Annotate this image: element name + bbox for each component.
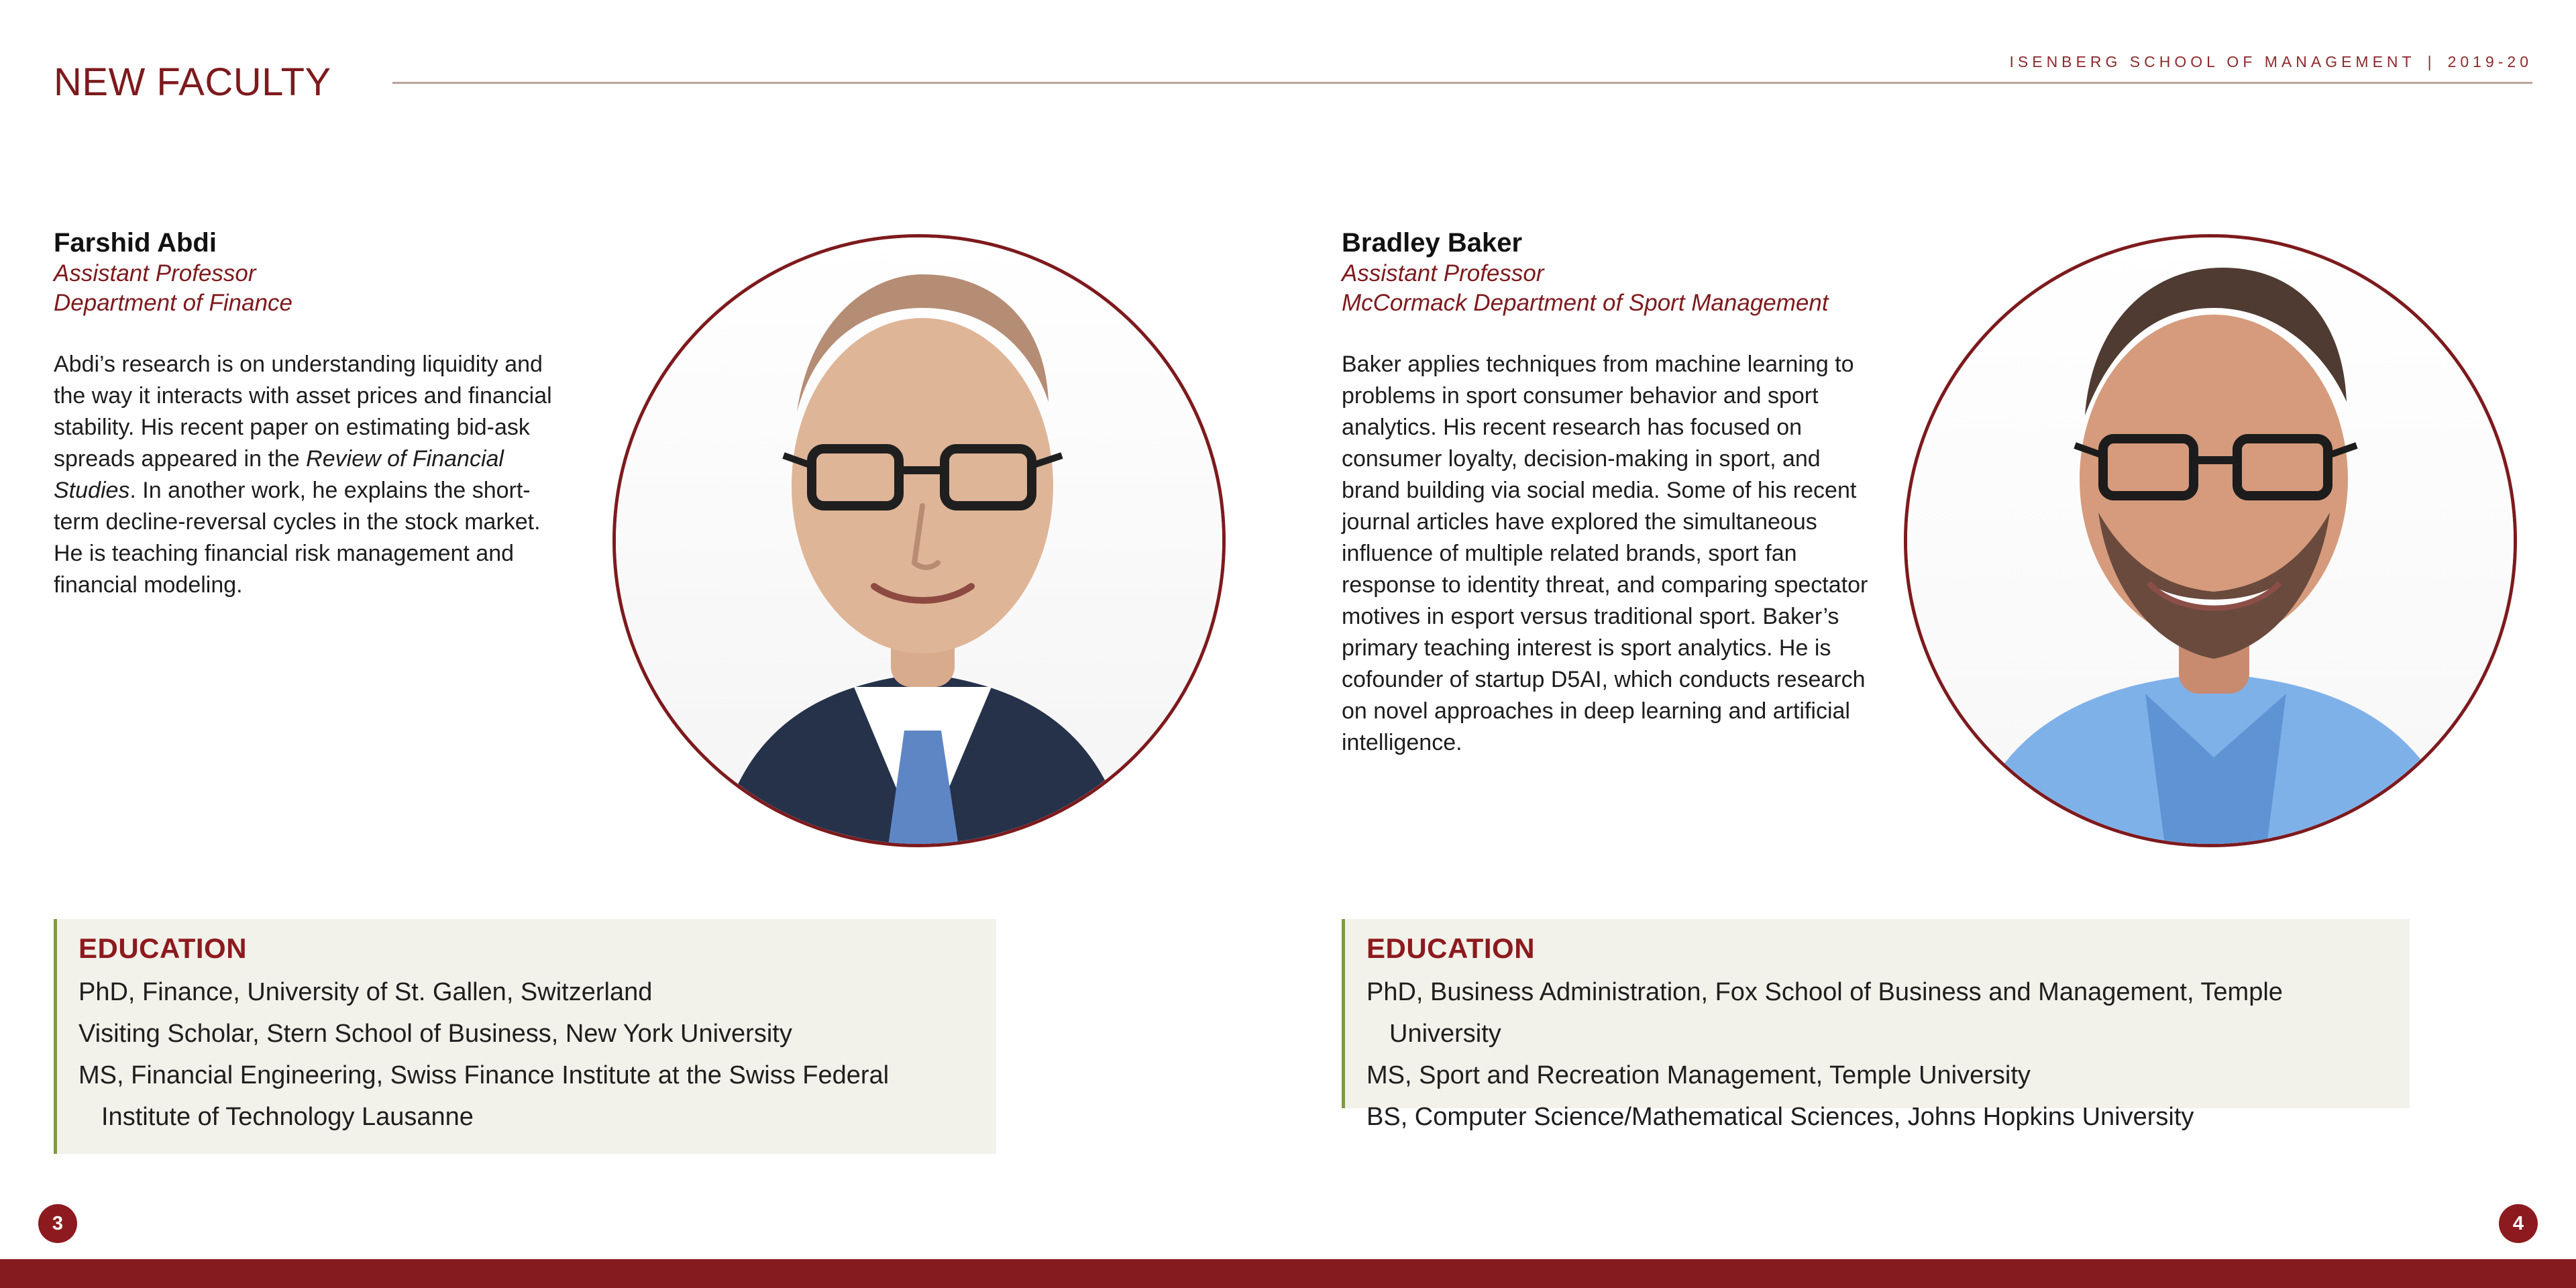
bio-text-part-1: Abdi’s research is on understanding liquidity and the way it interacts with asset prices and financial stability. His recent paper on estimating bid-ask spreads appeared in the bbox=[54, 352, 552, 472]
education-heading: EDUCATION bbox=[1366, 932, 1536, 964]
faculty-department: McCormack Department of Sport Management bbox=[1342, 290, 1829, 316]
faculty-department: Department of Finance bbox=[54, 290, 293, 316]
portrait-photo-icon bbox=[1907, 237, 2517, 847]
header-rule bbox=[392, 82, 2532, 84]
education-item: MS, Financial Engineering, Swiss Finance Institute at the Swiss Federal Institute of Technology Lausanne bbox=[78, 1061, 890, 1131]
faculty-role: Assistant Professor bbox=[54, 260, 256, 286]
portrait-baker bbox=[1904, 234, 2517, 847]
school-name: ISENBERG SCHOOL OF MANAGEMENT bbox=[2009, 53, 2416, 70]
education-item: BS, Computer Science/Mathematical Sciences, Johns Hopkins University bbox=[1366, 1103, 2194, 1131]
education-item: Visiting Scholar, Stern School of Business, New York University bbox=[78, 1020, 792, 1048]
education-list bbox=[78, 971, 976, 1138]
education-card-baker bbox=[1342, 919, 2410, 1131]
page-title: NEW FACULTY bbox=[54, 60, 331, 104]
footer-bar bbox=[0, 1259, 2576, 1288]
faculty-role: Assistant Professor bbox=[1342, 260, 1544, 286]
page-number-right: 4 bbox=[2499, 1204, 2538, 1243]
header-separator: | bbox=[2427, 53, 2436, 70]
journal-title: Review of Financial Studies bbox=[54, 446, 504, 503]
education-heading: EDUCATION bbox=[78, 932, 248, 964]
faculty-bio: Baker applies techniques from machine learning to problems in sport consumer behavior and sport analytics. His recent research has focused on consumer loyalty, decision-making in sport, and brand building via social media. Some of his recent journal articles have explored the simultaneous influence of multiple related brands, sport fan response to identity threat, and comparing spectator motives in esport versus traditional sport. Baker’s primary teaching interest is sport analytics. He is cofounder of startup D5AI, which conducts research on novel approaches in deep learning and artificial intelligence. bbox=[1342, 352, 1868, 755]
faculty-profile-baker bbox=[1342, 227, 1878, 759]
academic-year: 2019-20 bbox=[2447, 53, 2532, 70]
portrait-photo-icon bbox=[616, 237, 1226, 847]
faculty-bio bbox=[54, 349, 570, 601]
faculty-profile-abdi bbox=[54, 227, 590, 601]
education-item: MS, Sport and Recreation Management, Temple University bbox=[1366, 1061, 2031, 1089]
education-item: PhD, Finance, University of St. Gallen, Switzerland bbox=[78, 978, 653, 1006]
portrait-abdi bbox=[612, 234, 1226, 847]
education-card-abdi bbox=[54, 919, 996, 1154]
page-number-left: 3 bbox=[38, 1204, 77, 1243]
faculty-name: Bradley Baker bbox=[1342, 228, 1523, 258]
faculty-name: Farshid Abdi bbox=[54, 228, 217, 258]
header-meta bbox=[2010, 53, 2533, 71]
education-item: PhD, Business Administration, Fox School of Business and Management, Temple University bbox=[1366, 978, 2283, 1048]
bio-text-part-2: . In another work, he explains the short-term decline-reversal cycles in the stock market. He is teaching financial risk management and financial modeling. bbox=[54, 478, 541, 598]
education-list bbox=[1366, 971, 2390, 1138]
